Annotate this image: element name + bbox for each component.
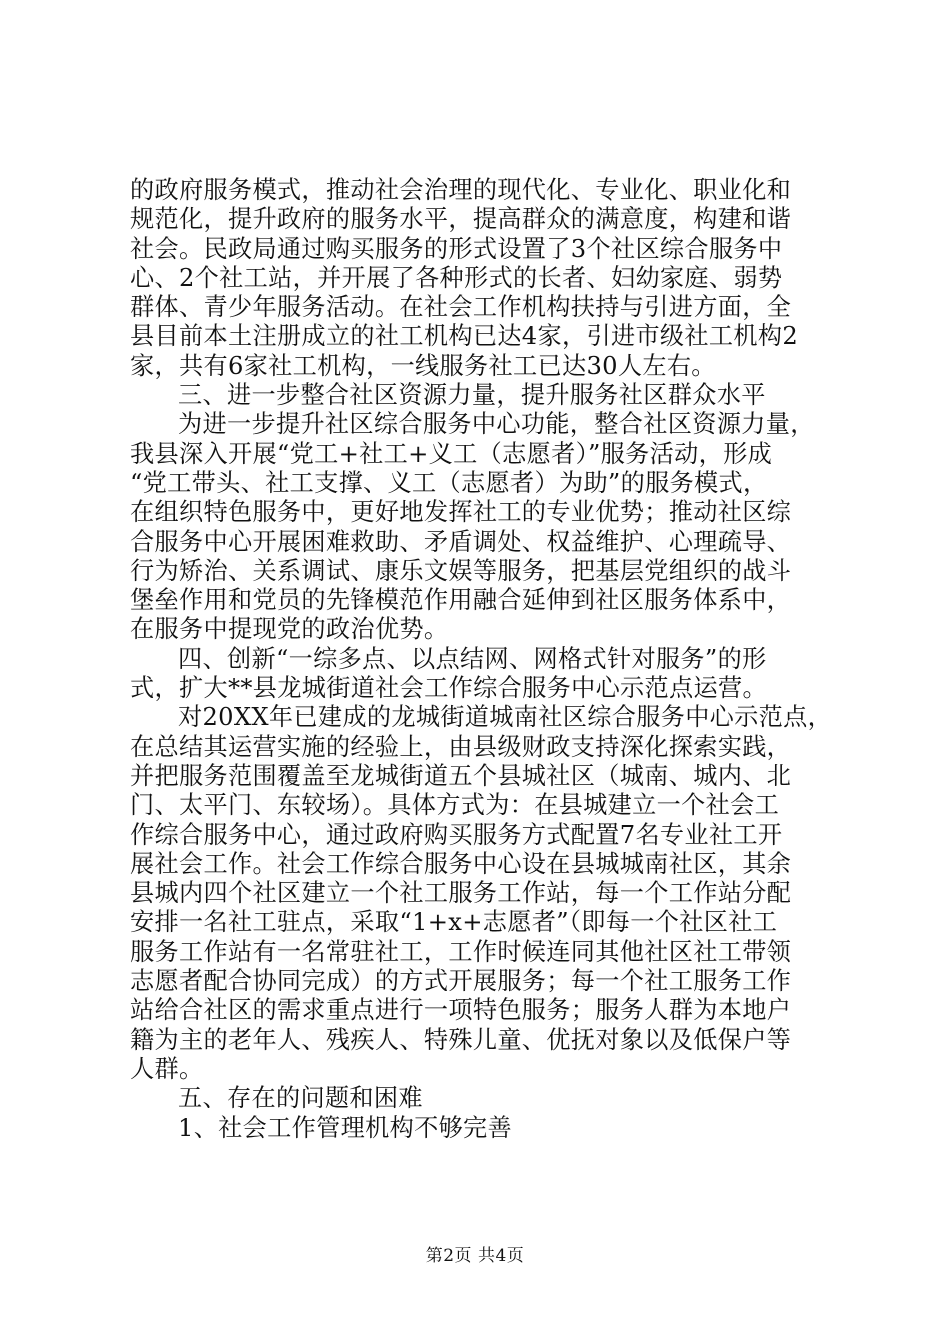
text-line: 志愿者配合协同完成）的方式开展服务；每一个社工服务工作 — [130, 967, 792, 996]
text-line: 对20XX年已建成的龙城街道城南社区综合服务中心示范点， — [178, 703, 833, 732]
text-line: 堡垒作用和党员的先锋模范作用融合延伸到社区服务体系中， — [130, 586, 792, 615]
text-line: 作综合服务中心，通过政府购买服务方式配置7名专业社工开 — [130, 820, 783, 849]
text-line: 我县深入开展“党工+社工+义工（志愿者）”服务活动，形成 — [130, 439, 773, 468]
text-line: 规范化，提升政府的服务水平，提高群众的满意度，构建和谐 — [130, 205, 792, 234]
text-line: 1、社会工作管理机构不够完善 — [178, 1113, 513, 1142]
text-line: 式，扩大**县龙城街道社会工作综合服务中心示范点运营。 — [130, 674, 767, 703]
text-line: 家，共有6家社工机构，一线服务社工已达30人左右。 — [130, 351, 716, 380]
text-line: “党工带头、社工支撑、义工（志愿者）为助”的服务模式， — [130, 468, 768, 497]
text-line: 心、2个社工站，并开展了各种形式的长者、妇幼家庭、弱势 — [130, 263, 783, 292]
text-line: 县城内四个社区建立一个社工服务工作站，每一个工作站分配 — [130, 879, 792, 908]
text-line: 籍为主的老年人、残疾人、特殊儿童、优抚对象以及低保户等 — [130, 1025, 792, 1054]
text-line: 社会。民政局通过购买服务的形式设置了3个社区综合服务中 — [130, 234, 783, 263]
text-line: 为进一步提升社区综合服务中心功能，整合社区资源力量， — [178, 410, 815, 439]
text-line: 合服务中心开展困难救助、矛盾调处、权益维护、心理疏导、 — [130, 527, 792, 556]
text-line: 五、存在的问题和困难 — [178, 1084, 423, 1113]
text-line: 在服务中提现党的政治优势。 — [130, 615, 449, 644]
text-line: 群体、青少年服务活动。在社会工作机构扶持与引进方面，全 — [130, 293, 792, 322]
text-line: 在总结其运营实施的经验上，由县级财政支持深化探索实践， — [130, 732, 792, 761]
text-line: 在组织特色服务中，更好地发挥社工的专业优势；推动社区综 — [130, 498, 792, 527]
text-line: 三、进一步整合社区资源力量，提升服务社区群众水平 — [178, 381, 766, 410]
text-line: 县目前本土注册成立的社工机构已达4家，引进市级社工机构2 — [130, 322, 799, 351]
text-line: 门、太平门、东较场）。具体方式为：在县城建立一个社会工 — [130, 791, 780, 820]
text-line: 行为矫治、关系调试、康乐文娱等服务，把基层党组织的战斗 — [130, 556, 792, 585]
document-body — [130, 176, 842, 1143]
text-line: 站给合社区的需求重点进行一项特色服务；服务人群为本地户 — [130, 996, 792, 1025]
text-line: 的政府服务模式，推动社会治理的现代化、专业化、职业化和 — [130, 176, 792, 204]
page-footer: 第2页 共4页 — [425, 1246, 525, 1266]
text-line: 展社会工作。社会工作综合服务中心设在县城城南社区，其余 — [130, 849, 792, 878]
text-line: 四、创新“一综多点、以点结网、网格式针对服务”的形 — [178, 644, 767, 673]
text-line: 人群。 — [130, 1054, 204, 1083]
text-line: 安排一名社工驻点，采取“1+x+志愿者”（即每一个社区社工 — [130, 908, 778, 937]
text-line: 服务工作站有一名常驻社工，工作时候连同其他社区社工带领 — [130, 937, 792, 966]
text-line: 并把服务范围覆盖至龙城街道五个县城社区（城南、城内、北 — [130, 761, 792, 790]
